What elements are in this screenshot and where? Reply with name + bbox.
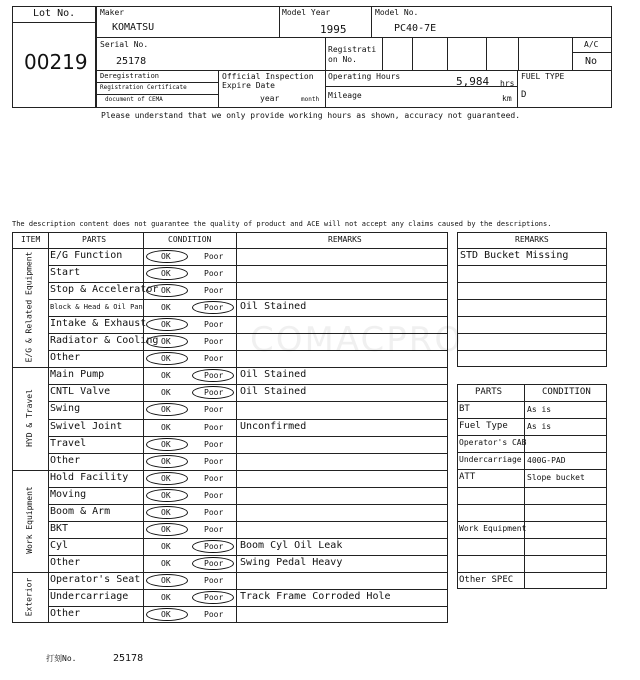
part-label: Cyl bbox=[50, 539, 69, 551]
part-label: Other bbox=[50, 608, 81, 620]
hrs-label: hrs bbox=[500, 79, 515, 88]
parts-row-line bbox=[457, 435, 607, 436]
model-no-label: Model No. bbox=[375, 8, 419, 17]
remarks-row-line bbox=[457, 248, 607, 249]
part-label: Other bbox=[50, 352, 81, 364]
km-label: km bbox=[502, 94, 512, 103]
remark-text: Swing Pedal Heavy bbox=[240, 556, 343, 568]
remarks-line: STD Bucket Missing bbox=[460, 250, 569, 261]
poor-option[interactable]: Poor bbox=[204, 473, 224, 483]
parts-row-line bbox=[457, 401, 607, 402]
ok-option[interactable]: OK bbox=[161, 422, 171, 432]
part-label: Swing bbox=[50, 403, 81, 415]
row-line bbox=[48, 401, 448, 402]
parts-row-line bbox=[457, 555, 607, 556]
ok-option[interactable]: OK bbox=[161, 507, 171, 517]
mileage-label: Mileage bbox=[328, 91, 362, 100]
lot-label: Lot No. bbox=[33, 8, 76, 19]
ok-option[interactable]: OK bbox=[161, 405, 171, 415]
poor-option[interactable]: Poor bbox=[204, 593, 224, 602]
remark-text: Oil Stained bbox=[240, 301, 307, 313]
ok-option[interactable]: OK bbox=[161, 593, 171, 602]
group-label: Work Equipment bbox=[25, 486, 35, 554]
notice-text: Please understand that we only provide working hours as shown, accuracy not guaranteed. bbox=[101, 111, 521, 120]
parts-cell: Work Equipment bbox=[459, 523, 527, 533]
condition-cell: As is bbox=[527, 422, 552, 432]
condition-cell: As is bbox=[527, 405, 552, 414]
row-line bbox=[48, 487, 448, 488]
part-label: Block & Head & Oil Pan bbox=[50, 303, 143, 312]
condition-header: CONDITION bbox=[542, 387, 591, 397]
row-line bbox=[48, 265, 448, 266]
row-line bbox=[48, 521, 448, 522]
parts-cell: Operator's CAB bbox=[459, 438, 527, 448]
table-col-line bbox=[236, 232, 237, 623]
maker-label: Maker bbox=[100, 8, 125, 17]
ok-circle-mark bbox=[146, 438, 188, 451]
part-label: Main Pump bbox=[50, 369, 105, 381]
part-label: Undercarriage bbox=[50, 591, 129, 602]
serial-value: 25178 bbox=[116, 56, 147, 67]
table-header-line bbox=[12, 248, 448, 249]
poor-option[interactable]: Poor bbox=[204, 354, 224, 364]
ok-option[interactable]: OK bbox=[161, 269, 171, 279]
part-label: Hold Facility bbox=[50, 471, 129, 483]
ok-circle-mark bbox=[146, 455, 188, 468]
remarks-row-line bbox=[457, 333, 607, 334]
footer-label: 打刻No. bbox=[46, 654, 77, 663]
poor-option[interactable]: Poor bbox=[204, 286, 224, 296]
ok-option[interactable]: OK bbox=[161, 456, 171, 466]
group-divider bbox=[12, 470, 448, 471]
part-label: Other bbox=[50, 454, 81, 466]
reg-cert-label: Registration Certificate bbox=[100, 84, 187, 91]
part-label: E/G Function bbox=[50, 250, 123, 261]
parts-cell: Other SPEC bbox=[459, 575, 514, 585]
model-no-value: PC40-7E bbox=[394, 23, 437, 34]
ok-circle-mark bbox=[146, 284, 188, 297]
parts-cell: BT bbox=[459, 404, 470, 414]
ok-option[interactable]: OK bbox=[161, 490, 171, 500]
row-line bbox=[48, 384, 448, 385]
year-label: year bbox=[260, 94, 280, 103]
ok-option[interactable]: OK bbox=[161, 337, 171, 347]
remarks-row-line bbox=[457, 350, 607, 351]
part-label: Operator's Seat bbox=[50, 573, 141, 585]
poor-option[interactable]: Poor bbox=[204, 371, 224, 381]
poor-option[interactable]: Poor bbox=[204, 422, 224, 432]
ok-circle-mark bbox=[146, 489, 188, 502]
parts-cell: Undercarriage bbox=[459, 455, 522, 465]
row-line bbox=[48, 606, 448, 607]
registration-label: Registrati on No. bbox=[328, 45, 377, 64]
op-hours-label: Operating Hours bbox=[328, 72, 401, 81]
ac-label: A/C bbox=[584, 40, 599, 49]
group-label: Exterior bbox=[24, 577, 34, 616]
row-line bbox=[48, 282, 448, 283]
row-line bbox=[48, 316, 448, 317]
row-line bbox=[48, 589, 448, 590]
remarks-row-line bbox=[457, 282, 607, 283]
poor-option[interactable]: Poor bbox=[204, 575, 224, 585]
poor-option[interactable]: Poor bbox=[204, 558, 224, 568]
part-label: Start bbox=[50, 267, 81, 279]
ok-option[interactable]: OK bbox=[161, 354, 171, 364]
poor-option[interactable]: Poor bbox=[204, 490, 224, 500]
poor-circle-mark bbox=[192, 557, 234, 570]
header-parts: PARTS bbox=[82, 235, 107, 244]
condition-cell: 400G-PAD bbox=[527, 456, 566, 466]
poor-option[interactable]: Poor bbox=[204, 456, 224, 466]
remark-text: Oil Stained bbox=[240, 369, 307, 381]
part-label: Swivel Joint bbox=[50, 420, 123, 432]
poor-option[interactable]: Poor bbox=[204, 337, 224, 347]
part-label: Other bbox=[50, 556, 81, 568]
parts-row-line bbox=[457, 504, 607, 505]
header-condition: CONDITION bbox=[168, 235, 212, 244]
poor-option[interactable]: Poor bbox=[204, 610, 224, 620]
poor-option[interactable]: Poor bbox=[204, 524, 224, 534]
parts-row-line bbox=[457, 521, 607, 522]
header-remarks: REMARKS bbox=[328, 235, 362, 244]
ok-option[interactable]: OK bbox=[161, 286, 171, 296]
poor-circle-mark bbox=[192, 540, 234, 553]
remark-text: Unconfirmed bbox=[240, 420, 307, 432]
parts-row-line bbox=[457, 487, 607, 488]
ok-option[interactable]: OK bbox=[161, 371, 171, 381]
ok-option[interactable]: OK bbox=[161, 473, 171, 483]
part-label: Boom & Arm bbox=[50, 505, 111, 517]
row-line bbox=[48, 419, 448, 420]
part-label: Radiator & Cooling bbox=[50, 335, 159, 347]
remark-text: Oil Stained bbox=[240, 386, 307, 398]
ok-circle-mark bbox=[146, 608, 188, 621]
group-divider bbox=[12, 367, 448, 368]
ok-option[interactable]: OK bbox=[161, 541, 171, 551]
parts-row-line bbox=[457, 538, 607, 539]
remarks-row-line bbox=[457, 316, 607, 317]
poor-option[interactable]: Poor bbox=[204, 439, 224, 449]
ok-option[interactable]: OK bbox=[161, 252, 171, 261]
ok-circle-mark bbox=[146, 472, 188, 485]
disclaimer-text: The description content does not guarantee the quality of product and ACE will not accept any claims caused by the descriptions. bbox=[12, 220, 552, 228]
month-label: month bbox=[301, 96, 320, 103]
condition-cell: Slope bucket bbox=[527, 473, 585, 483]
inspection-label: Official Inspection Expire Date bbox=[222, 72, 314, 91]
row-line bbox=[48, 504, 448, 505]
dereg-label: Deregistration bbox=[100, 72, 160, 80]
part-label: Stop & Accelerator bbox=[50, 284, 159, 296]
row-line bbox=[48, 538, 448, 539]
poor-option[interactable]: Poor bbox=[204, 320, 224, 330]
poor-option[interactable]: Poor bbox=[204, 303, 224, 313]
op-hours-value: 5,984 bbox=[456, 75, 490, 88]
remarks-header: REMARKS bbox=[515, 235, 549, 244]
part-label: CNTL Valve bbox=[50, 386, 111, 398]
ok-circle-mark bbox=[146, 267, 188, 280]
parts-cell: Fuel Type bbox=[459, 421, 508, 432]
remark-text: Track Frame Corroded Hole bbox=[240, 591, 391, 602]
group-label: E/G & Related Equipment bbox=[25, 251, 34, 363]
model-year-value: 1995 bbox=[320, 23, 347, 36]
part-label: Travel bbox=[50, 437, 87, 449]
remarks-row-line bbox=[457, 299, 607, 300]
ok-option[interactable]: OK bbox=[161, 524, 171, 534]
fuel-type-label: FUEL TYPE bbox=[521, 72, 565, 81]
part-label: Intake & Exhaust bbox=[50, 318, 147, 330]
serial-label: Serial No. bbox=[100, 40, 149, 49]
row-line bbox=[48, 453, 448, 454]
poor-option[interactable]: Poor bbox=[204, 541, 224, 551]
header-item: ITEM bbox=[21, 235, 41, 244]
ok-option[interactable]: OK bbox=[161, 320, 171, 330]
parts-row-line bbox=[457, 572, 607, 573]
poor-option[interactable]: Poor bbox=[204, 269, 224, 279]
remark-text: Boom Cyl Oil Leak bbox=[240, 539, 343, 551]
part-label: Moving bbox=[50, 488, 87, 500]
ok-option[interactable]: OK bbox=[161, 610, 171, 620]
parts-cell: ATT bbox=[459, 472, 476, 483]
parts-row-line bbox=[457, 418, 607, 419]
parts-header: PARTS bbox=[475, 387, 503, 397]
poor-option[interactable]: Poor bbox=[204, 507, 224, 517]
model-year-label: Model Year bbox=[282, 8, 331, 17]
group-label: HYD & Travel bbox=[25, 388, 35, 447]
ok-circle-mark bbox=[146, 523, 188, 536]
footer-value: 25178 bbox=[113, 653, 144, 664]
cema-label: document of CEMA bbox=[105, 96, 163, 103]
poor-circle-mark bbox=[192, 591, 234, 604]
poor-option[interactable]: Poor bbox=[204, 252, 224, 261]
ok-option[interactable]: OK bbox=[161, 439, 171, 449]
fuel-type-value: D bbox=[521, 90, 527, 100]
row-line bbox=[48, 299, 448, 300]
maker-value: KOMATSU bbox=[112, 22, 155, 33]
row-line bbox=[48, 436, 448, 437]
parts-row-line bbox=[457, 452, 607, 453]
poor-option[interactable]: Poor bbox=[204, 405, 224, 415]
row-line bbox=[48, 555, 448, 556]
remarks-row-line bbox=[457, 265, 607, 266]
ok-option[interactable]: OK bbox=[161, 303, 171, 313]
ok-circle-mark bbox=[146, 250, 188, 263]
table-col-line bbox=[48, 232, 49, 623]
part-label: BKT bbox=[50, 522, 69, 534]
poor-option[interactable]: Poor bbox=[204, 388, 224, 398]
parts-row-line bbox=[457, 469, 607, 470]
ok-circle-mark bbox=[146, 506, 188, 519]
group-divider bbox=[12, 572, 448, 573]
ok-circle-mark bbox=[146, 574, 188, 587]
lot-number: 00219 bbox=[24, 50, 88, 74]
ok-option[interactable]: OK bbox=[161, 388, 171, 398]
ac-value: No bbox=[585, 56, 598, 67]
watermark: COMACPRO bbox=[250, 320, 464, 360]
ok-option[interactable]: OK bbox=[161, 558, 171, 568]
ok-option[interactable]: OK bbox=[161, 575, 171, 585]
